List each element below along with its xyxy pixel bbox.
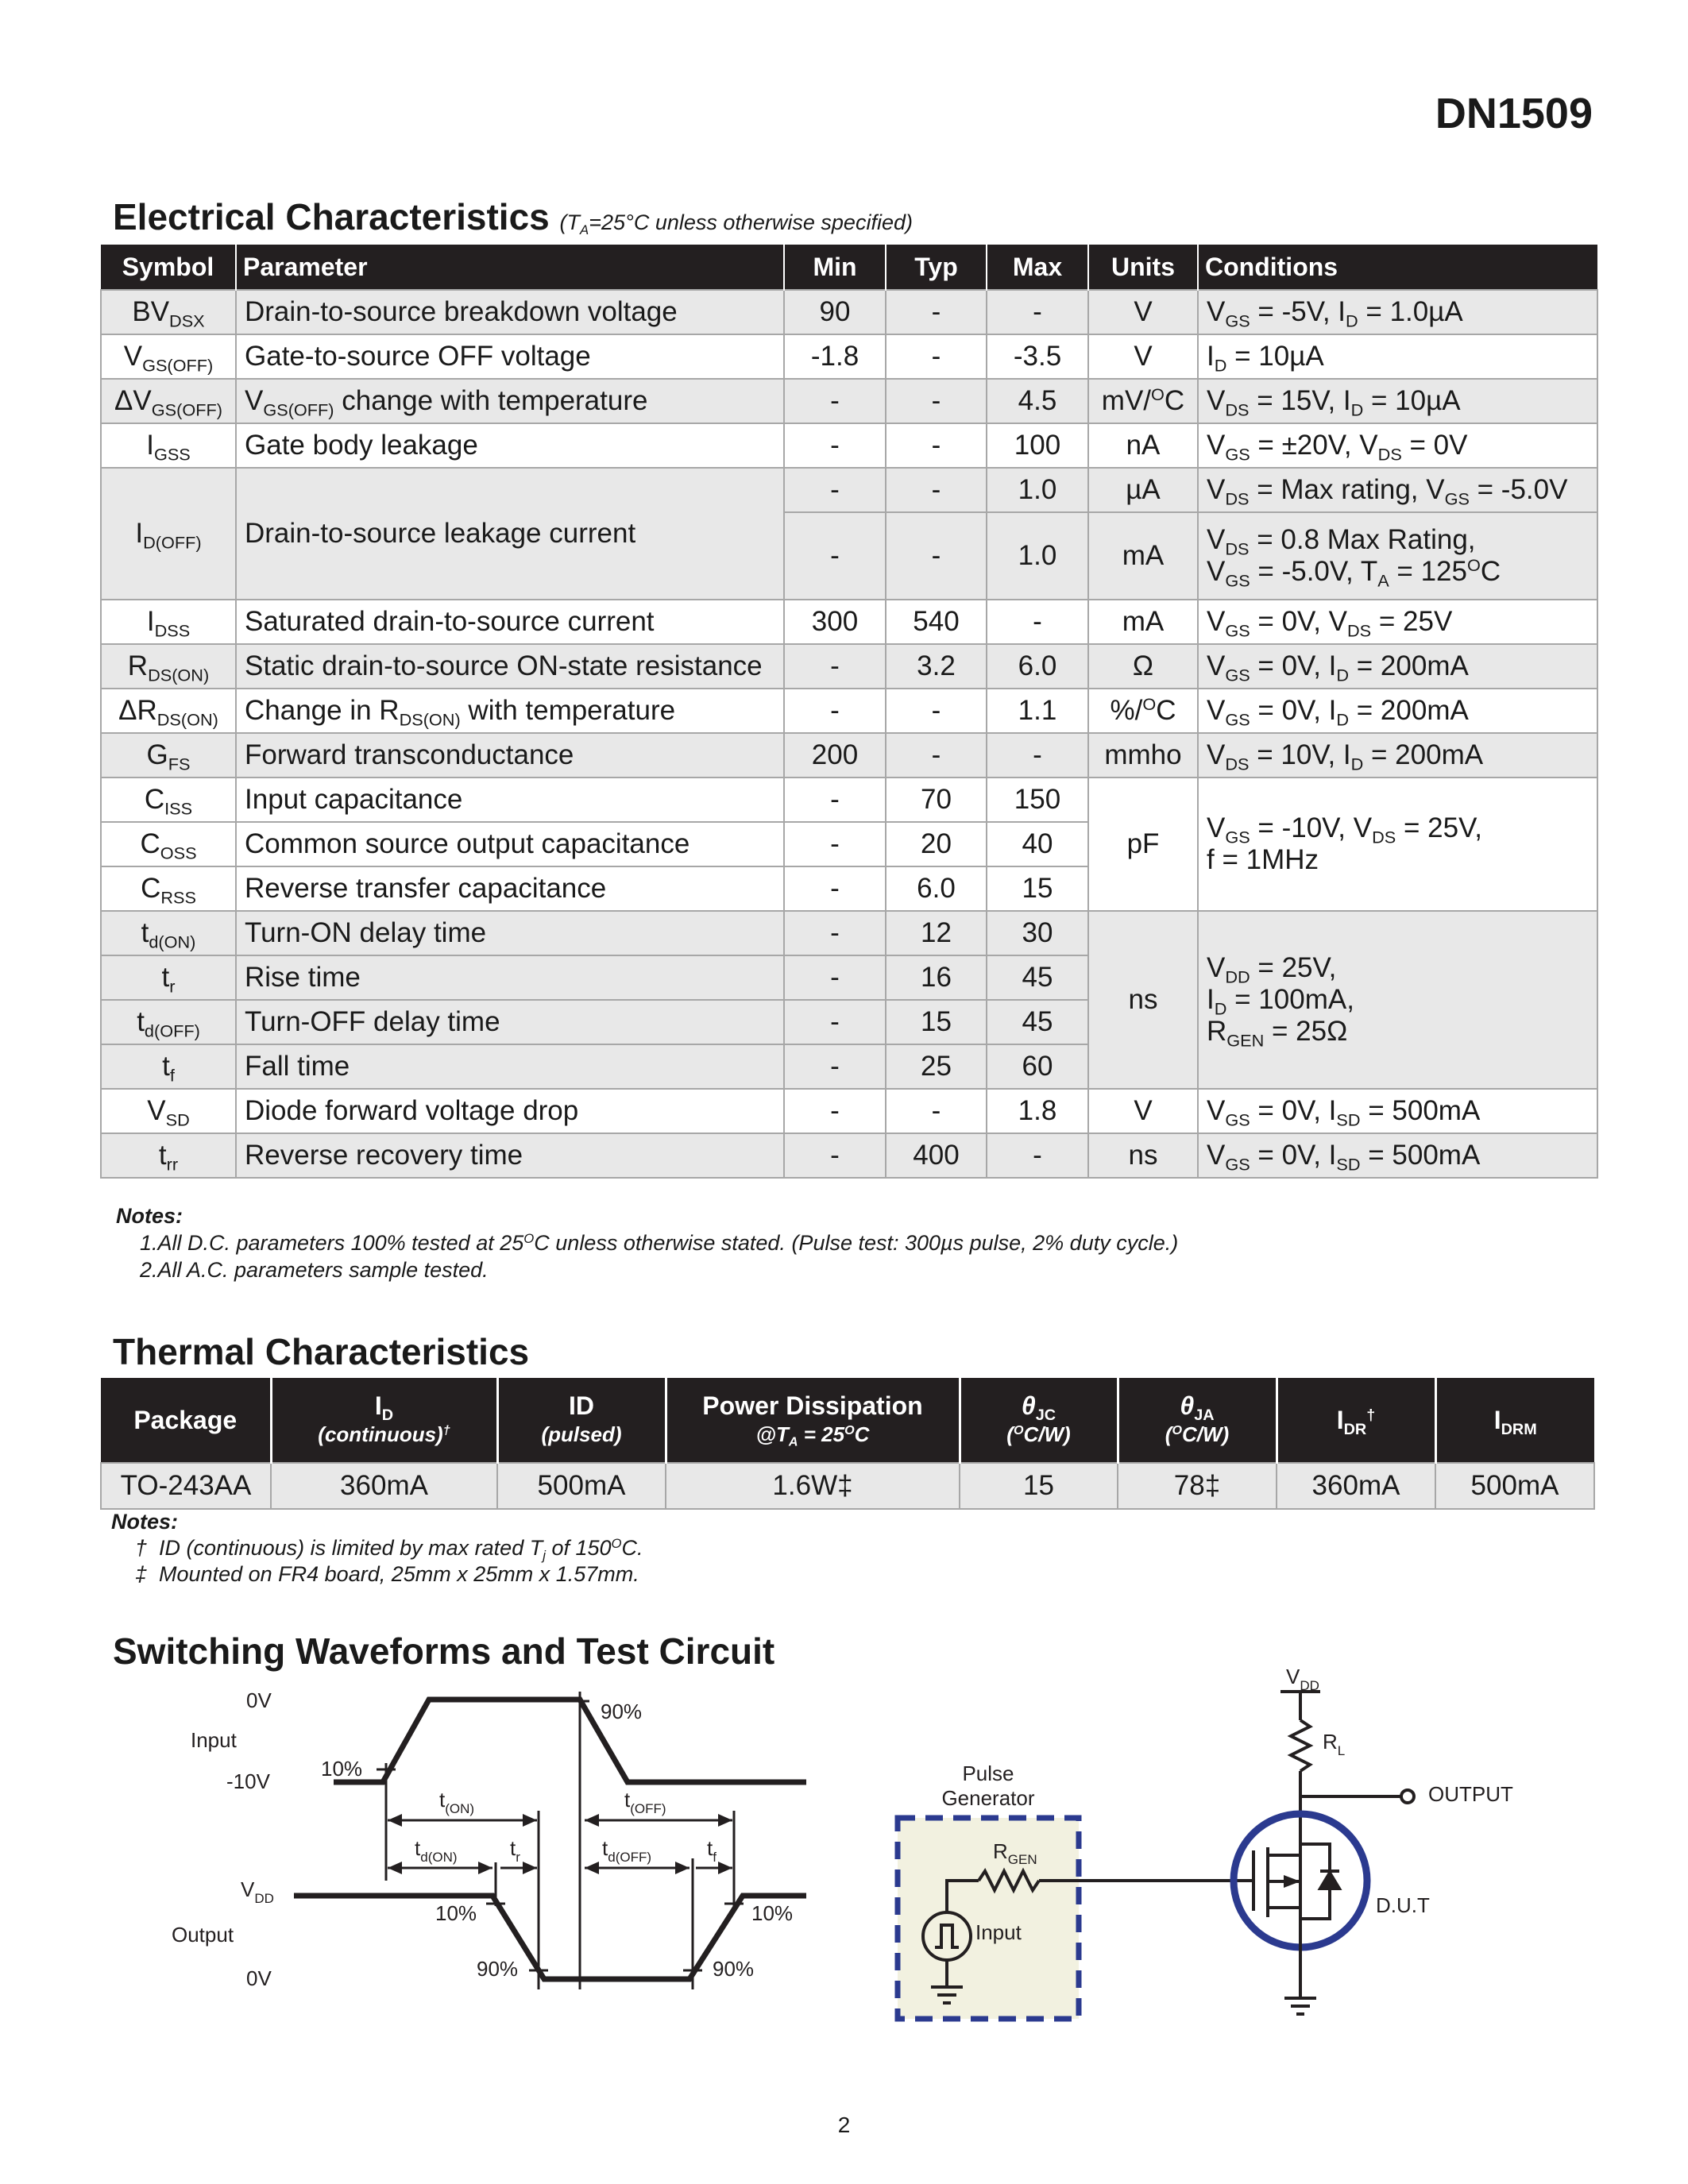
symbol-cell: $I_{DSS}$ [101, 600, 236, 644]
typ-cell: 6.0 [886, 866, 987, 911]
symbol-cell: $\Delta R_{DS(ON)}$ [101, 689, 236, 733]
units-cell: µA [1088, 468, 1198, 512]
typ-cell: 540 [886, 600, 987, 644]
arrow-head [585, 1862, 599, 1874]
min-cell: 300 [784, 600, 886, 644]
dut-label: D.U.T [1376, 1893, 1430, 1917]
parameter-cell: Gate body leakage [236, 423, 784, 468]
electrical-notes [116, 1202, 1178, 1283]
pulse-generator-label: Pulse [962, 1761, 1014, 1785]
min-cell: - [784, 955, 886, 1000]
pct-90-label: 90% [713, 1957, 755, 1981]
test-circuit [898, 1665, 1513, 2019]
page-number: 2 [837, 2113, 851, 2137]
id-pulsed-cell: 500mA [497, 1463, 666, 1509]
table-row [101, 644, 1597, 689]
power-dissipation-cell: 1.6W‡ [666, 1463, 960, 1509]
table-row [101, 379, 1597, 423]
table-row [101, 334, 1597, 379]
max-cell: 45 [987, 955, 1088, 1000]
min-cell: - [784, 866, 886, 911]
header-parameter: Parameter [236, 245, 784, 290]
table-row [101, 423, 1597, 468]
arrow-head [718, 1814, 732, 1827]
header-theta-ja: $\theta_{JA}$ ($^O$C/W) [1118, 1378, 1277, 1463]
idrm-cell: 500mA [1435, 1463, 1594, 1509]
header-typ: Typ [886, 245, 987, 290]
parameter-cell: $V_{GS(OFF)}$ change with temperature [236, 379, 784, 423]
arrow-head [478, 1862, 492, 1874]
typ-cell: 400 [886, 1133, 987, 1178]
electrical-characteristics-table [100, 245, 1598, 1179]
note-1: 1.All D.C. parameters 100% tested at $25^OC$ unless otherwise stated. (Pulse test: 300µs pulse, 2% duty cycle.) [140, 1230, 1179, 1255]
arrow-head [585, 1814, 599, 1827]
units-cell: V [1088, 334, 1198, 379]
pulse-generator-label: Generator [941, 1786, 1035, 1810]
notes-title: Notes: [116, 1204, 183, 1228]
typ-cell: 25 [886, 1044, 987, 1089]
mosfet-drain-icon [1268, 1825, 1300, 1855]
rl-label: $R_L$ [1323, 1730, 1346, 1758]
conditions-cell: $V_{GS} = 0V$, $I_{SD} = 500mA$ [1198, 1133, 1597, 1178]
t-on-label: $t_{(ON)}$ [439, 1788, 475, 1816]
conditions-cell: $V_{DD} = 25V$, $I_D = 100mA$, $R_{GEN} = 25\Omega$ [1198, 911, 1597, 1089]
output-vdd-label: $V_{DD}$ [241, 1877, 274, 1906]
typ-cell: 12 [886, 911, 987, 955]
typ-cell: - [886, 334, 987, 379]
parameter-cell: Drain-to-source breakdown voltage [236, 290, 784, 334]
max-cell: 1.8 [987, 1089, 1088, 1133]
idr-cell: 360mA [1277, 1463, 1435, 1509]
output-terminal-icon [1401, 1790, 1414, 1803]
max-cell: 100 [987, 423, 1088, 468]
id-continuous-cell: 360mA [271, 1463, 497, 1509]
switching-diagram [0, 1652, 1688, 2049]
min-cell: - [784, 689, 886, 733]
note-2: ‡ Mounted on FR4 board, 25mm x 25mm x 1.57mm. [135, 1562, 639, 1586]
conditions-cell: $V_{DS} = 15V$, $I_D = 10\mu A$ [1198, 379, 1597, 423]
arrow-head [523, 1862, 537, 1874]
conditions-cell: $V_{GS} = 0V$, $I_D = 200mA$ [1198, 689, 1597, 733]
units-cell: ns [1088, 911, 1198, 1089]
pct-10-label: 10% [435, 1901, 477, 1925]
max-cell: - [987, 733, 1088, 778]
table-header-row [101, 245, 1597, 290]
pct-10-label: 10% [321, 1757, 363, 1781]
symbol-cell: $G_{FS}$ [101, 733, 236, 778]
min-cell: - [784, 1133, 886, 1178]
pct-90-label: 90% [601, 1700, 643, 1723]
vdd-label: $V_{DD}$ [1286, 1665, 1319, 1693]
units-cell: V [1088, 1089, 1198, 1133]
min-cell: - [784, 778, 886, 822]
max-cell: 40 [987, 822, 1088, 866]
units-cell: mA [1088, 512, 1198, 600]
typ-cell: 70 [886, 778, 987, 822]
parameter-cell: Forward transconductance [236, 733, 784, 778]
theta-jc-cell: 15 [960, 1463, 1118, 1509]
table-header-row [101, 1378, 1594, 1463]
header-theta-jc: $\theta_{JC}$ ($^O$C/W) [960, 1378, 1118, 1463]
units-cell: mV/$^O$C [1088, 379, 1198, 423]
note-1: † ID (continuous) is limited by max rated $T_j$ of $150^OC$. [135, 1535, 643, 1563]
mosfet-arrow-icon [1284, 1875, 1300, 1888]
max-cell: 6.0 [987, 644, 1088, 689]
parameter-cell: Change in $R_{DS(ON)}$ with temperature [236, 689, 784, 733]
package-cell: TO-243AA [101, 1463, 271, 1509]
parameter-cell: Reverse transfer capacitance [236, 866, 784, 911]
max-cell: 1.0 [987, 512, 1088, 600]
parameter-cell: Static drain-to-source ON-state resistance [236, 644, 784, 689]
parameter-cell: Turn-OFF delay time [236, 1000, 784, 1044]
parameter-cell: Fall time [236, 1044, 784, 1089]
min-cell: - [784, 379, 886, 423]
typ-cell: - [886, 733, 987, 778]
max-cell: - [987, 1133, 1088, 1178]
max-cell: 15 [987, 866, 1088, 911]
conditions-cell: $V_{DS} = 10V$, $I_D = 200mA$ [1198, 733, 1597, 778]
conditions-cell: $V_{GS} = \pm 20V$, $V_{DS} = 0V$ [1198, 423, 1597, 468]
td-on-label: $t_{d(ON)}$ [415, 1836, 458, 1865]
parameter-cell: Rise time [236, 955, 784, 1000]
arrow-head [523, 1814, 537, 1827]
symbol-cell: $C_{ISS}$ [101, 778, 236, 822]
table-row [101, 1133, 1597, 1178]
t-off-label: $t_{(OFF)}$ [624, 1788, 666, 1816]
conditions-cell: $V_{DS}$ = Max rating, $V_{GS} = -5.0V$ [1198, 468, 1597, 512]
temperature-condition: ($T_A=25^\circ C$ unless otherwise specified) [559, 210, 913, 237]
min-cell: - [784, 1044, 886, 1089]
input-label: Input [191, 1728, 237, 1752]
table-row [101, 689, 1597, 733]
max-cell: - [987, 600, 1088, 644]
max-cell: 45 [987, 1000, 1088, 1044]
body-diode-icon [1320, 1873, 1339, 1889]
typ-cell: - [886, 379, 987, 423]
min-cell: - [784, 822, 886, 866]
symbol-cell: $t_{d(ON)}$ [101, 911, 236, 955]
min-cell: - [784, 423, 886, 468]
header-symbol: Symbol [101, 245, 236, 290]
parameter-cell: Diode forward voltage drop [236, 1089, 784, 1133]
conditions-cell: $I_D = 10\mu A$ [1198, 334, 1597, 379]
symbol-cell: $C_{RSS}$ [101, 866, 236, 911]
switching-title: Switching Waveforms and Test Circuit [113, 1630, 775, 1672]
min-cell: - [784, 1089, 886, 1133]
typ-cell: - [886, 689, 987, 733]
header-idrm: $I_{DRM}$ [1435, 1378, 1594, 1463]
typ-cell: - [886, 290, 987, 334]
arrow-head [388, 1862, 402, 1874]
max-cell: 1.0 [987, 468, 1088, 512]
parameter-cell: Saturated drain-to-source current [236, 600, 784, 644]
min-cell: - [784, 468, 886, 512]
output-terminal-label: OUTPUT [1428, 1782, 1513, 1806]
parameter-cell: Turn-ON delay time [236, 911, 784, 955]
pct-10-label: 10% [751, 1901, 794, 1925]
tf-label: $t_f$ [707, 1836, 717, 1865]
units-cell: mmho [1088, 733, 1198, 778]
typ-cell: 3.2 [886, 644, 987, 689]
min-cell: - [784, 1000, 886, 1044]
symbol-cell: $I_{D(OFF)}$ [101, 468, 236, 600]
symbol-cell: $V_{GS(OFF)}$ [101, 334, 236, 379]
units-cell: V [1088, 290, 1198, 334]
header-id-pulsed: ID (pulsed) [497, 1378, 666, 1463]
units-cell: nA [1088, 423, 1198, 468]
part-number: DN1509 [1435, 90, 1593, 137]
conditions-cell: $V_{GS} = 0V$, $V_{DS} = 25V$ [1198, 600, 1597, 644]
parameter-cell: Drain-to-source leakage current [236, 468, 784, 600]
symbol-cell: $\Delta V_{GS(OFF)}$ [101, 379, 236, 423]
table-row [101, 290, 1597, 334]
table-row [101, 600, 1597, 644]
units-cell: ns [1088, 1133, 1198, 1178]
thermal-title: Thermal Characteristics [113, 1331, 530, 1372]
typ-cell: 16 [886, 955, 987, 1000]
td-off-label: $t_{d(OFF)}$ [602, 1836, 652, 1865]
conditions-cell: $V_{GS} = -5V$, $I_D = 1.0\mu A$ [1198, 290, 1597, 334]
header-package: Package [101, 1378, 271, 1463]
input-waveform [334, 1700, 806, 1782]
output-0v-label: 0V [246, 1966, 272, 1990]
table-row [101, 911, 1597, 955]
table-row [101, 1463, 1594, 1509]
typ-cell: - [886, 512, 987, 600]
output-label: Output [172, 1923, 234, 1947]
typ-cell: 15 [886, 1000, 987, 1044]
header-max: Max [987, 245, 1088, 290]
units-cell: Ω [1088, 644, 1198, 689]
max-cell: -3.5 [987, 334, 1088, 379]
min-cell: - [784, 911, 886, 955]
symbol-cell: $t_{d(OFF)}$ [101, 1000, 236, 1044]
symbol-cell: $t_{rr}$ [101, 1133, 236, 1178]
conditions-cell: $V_{DS} = 0.8$ Max Rating, $V_{GS} = -5.0V$, $T_A = 125^OC$ [1198, 512, 1597, 600]
parameter-cell: Input capacitance [236, 778, 784, 822]
table-row [101, 1089, 1597, 1133]
min-cell: -1.8 [784, 334, 886, 379]
note-2: 2.All A.C. parameters sample tested. [140, 1258, 489, 1282]
input-minus10v-label: -10V [226, 1769, 270, 1793]
min-cell: - [784, 512, 886, 600]
typ-cell: 20 [886, 822, 987, 866]
input-0v-label: 0V [246, 1688, 272, 1712]
arrow-head [388, 1814, 402, 1827]
header-idr: $I_{DR}^\dagger$ [1277, 1378, 1435, 1463]
max-cell: 60 [987, 1044, 1088, 1089]
typ-cell: - [886, 468, 987, 512]
min-cell: 90 [784, 290, 886, 334]
header-conditions: Conditions [1198, 245, 1597, 290]
typ-cell: - [886, 423, 987, 468]
symbol-cell: $BV_{DSX}$ [101, 290, 236, 334]
table-row [101, 468, 1597, 512]
tr-label: $t_r$ [510, 1836, 520, 1865]
min-cell: 200 [784, 733, 886, 778]
units-cell: %/$^O$C [1088, 689, 1198, 733]
table-row [101, 778, 1597, 822]
max-cell: 1.1 [987, 689, 1088, 733]
min-cell: - [784, 644, 886, 689]
arrow-head [675, 1862, 689, 1874]
electrical-title: Electrical Characteristics ($T_A=25^\circ C$ unless otherwise specified) [113, 196, 913, 237]
thermal-notes [111, 1509, 643, 1588]
header-id-continuous: $I_D$ (continuous)† [271, 1378, 497, 1463]
symbol-cell: $C_{OSS}$ [101, 822, 236, 866]
max-cell: 30 [987, 911, 1088, 955]
notes-title: Notes: [111, 1510, 179, 1534]
header-min: Min [784, 245, 886, 290]
header-units: Units [1088, 245, 1198, 290]
max-cell: - [987, 290, 1088, 334]
generator-input-label: Input [975, 1920, 1022, 1944]
theta-ja-cell: 78‡ [1118, 1463, 1277, 1509]
symbol-cell: $V_{SD}$ [101, 1089, 236, 1133]
thermal-characteristics-table [100, 1378, 1595, 1510]
max-cell: 4.5 [987, 379, 1088, 423]
units-cell: mA [1088, 600, 1198, 644]
symbol-cell: $t_f$ [101, 1044, 236, 1089]
arrow-head [718, 1862, 732, 1874]
conditions-cell: $V_{GS} = 0V$, $I_D = 200mA$ [1198, 644, 1597, 689]
typ-cell: - [886, 1089, 987, 1133]
table-row [101, 733, 1597, 778]
pct-90-label: 90% [477, 1957, 519, 1981]
rgen-label: $R_{GEN}$ [993, 1839, 1037, 1867]
units-cell: pF [1088, 778, 1198, 911]
conditions-cell: $V_{GS} = -10V$, $V_{DS} = 25V$, f = 1MHz [1198, 778, 1597, 911]
symbol-cell: $t_r$ [101, 955, 236, 1000]
max-cell: 150 [987, 778, 1088, 822]
conditions-cell: $V_{GS} = 0V$, $I_{SD} = 500mA$ [1198, 1089, 1597, 1133]
symbol-cell: $R_{DS(ON)}$ [101, 644, 236, 689]
parameter-cell: Reverse recovery time [236, 1133, 784, 1178]
symbol-cell: $I_{GSS}$ [101, 423, 236, 468]
pulse-generator-box [898, 1818, 1079, 2019]
rl-resistor-icon [1291, 1720, 1310, 1771]
parameter-cell: Gate-to-source OFF voltage [236, 334, 784, 379]
header-power-dissipation: Power Dissipation $@T_A = 25^OC$ [666, 1378, 960, 1463]
parameter-cell: Common source output capacitance [236, 822, 784, 866]
